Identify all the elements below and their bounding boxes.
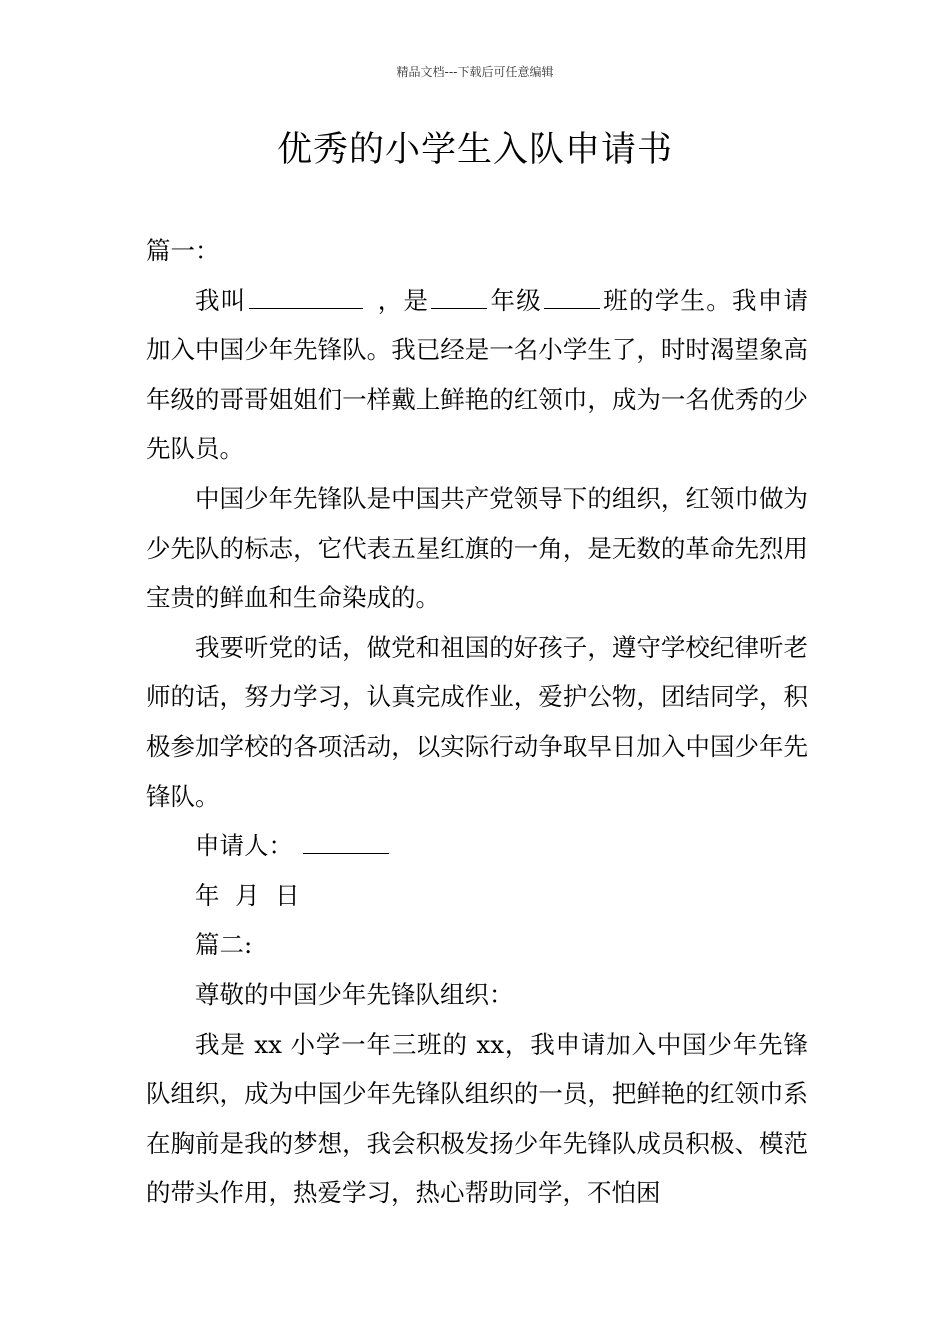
part1-heading: 篇一：	[146, 236, 220, 265]
class-blank	[544, 284, 600, 308]
paragraph-2: 中国少年先锋队是中国共产党领导下的组织，红领巾做为少先队的标志，它代表五星红旗的一角，是无数的革命先烈用宝贵的鲜血和生命染成的。	[146, 483, 808, 613]
applicant-line	[146, 821, 808, 871]
applicant-label: 申请人：	[195, 831, 293, 861]
salutation: 尊敬的中国少年先锋队组织：	[195, 979, 514, 1009]
part2-heading: 篇二:	[195, 930, 253, 960]
p1-text-4: 班的学生。我申请加入中国少年先锋队。我已经是一名小学生了，时时渴望象高年级的哥哥姐姐们一样戴上鲜艳的红领巾，成为一名优秀的少先队员。	[146, 285, 808, 464]
document-body	[146, 226, 808, 1218]
name-blank	[249, 284, 363, 308]
p1-text-1: 我叫	[195, 285, 247, 315]
paragraph-3: 我要听党的话，做党和祖国的好孩子，遵守学校纪律听老师的话，努力学习，认真完成作业，爱护公物，团结同学，积极参加学校的各项活动，以实际行动争取早日加入中国少年先锋队。	[146, 632, 808, 811]
document-title: 优秀的小学生入队申请书	[276, 130, 673, 170]
grade-blank	[431, 284, 487, 308]
p1-text-2: ，是	[376, 285, 430, 315]
date-line: 年 月 日	[195, 880, 300, 910]
paragraph-1	[146, 276, 808, 474]
paragraph-4: 我是 xx 小学一年三班的 xx，我申请加入中国少年先锋队组织，成为中国少年先锋队组织的一员，把鲜艳的红领巾系在胸前是我的梦想，我会积极发扬少年先锋队成员积极、模范的带头作用，热爱学习，热心帮助同学，不怕困	[146, 1029, 808, 1208]
p1-text-3: 年级	[489, 285, 542, 315]
signature-blank	[303, 830, 389, 854]
header-note: 精品文档---下载后可任意编辑	[396, 65, 554, 79]
